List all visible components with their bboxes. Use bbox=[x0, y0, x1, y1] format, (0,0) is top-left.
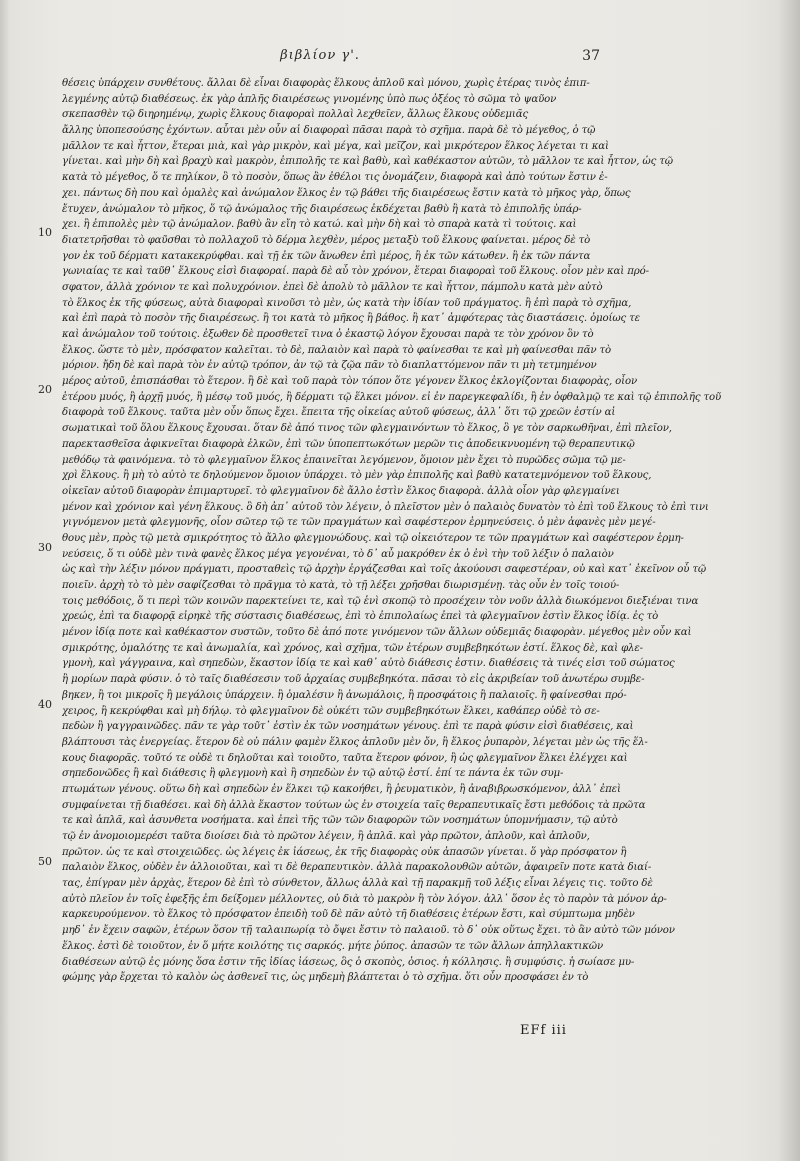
text-line: βλάπτουσι τὰς ἐνεργείας. ἕτερον δὲ οὐ πάλιν φαμὲν ἕλκος ἀπλοῦν μὲν ὄν, ἢ ἕλκος ῥυπαρὸν, λέγεται μὲν ὡς τῆς ἕλ- bbox=[62, 736, 648, 748]
text-line: καὶ ἀνώμαλον τοῦ τούτοις. ἐξωθεν δὲ προσθετεῖ τινα ὁ ἐκαστῷ λόγον ἔχουσαι παρὰ τε τὸν χρόνον ὃν τὸ bbox=[62, 329, 594, 340]
text-line: χρὶ ἕλκους. ἢ μὴ τὸ αὐτὸ τε δηλούμενον ὅμοιον ὑπάρχει. τὸ μὲν γὰρ ἐπιπολῆς καὶ βαθὺ κατατεμνόμενον τοῦ ἕλκους, bbox=[62, 470, 652, 482]
line-number-50: 50 bbox=[38, 855, 52, 868]
text-line: ἔτυχεν, ἀνώμαλον τὸ μῆκος, ὅ τῷ ἀνώμαλος τῆς διαιρέσεως ἐκδέχεται βαθὺ ἢ κατὰ τὸ ἐπιπολῆς ὑπάρ- bbox=[62, 203, 582, 215]
text-line: μέρος αὐτοῦ, ἐπισπάσθαι τὸ ἕτερον. ἢ δὲ καὶ τοῦ παρὰ τὸν τόπον ὅτε γέγονεν ἕλκος ἐκλογίζονται διαφορὰς, οἷον bbox=[62, 376, 638, 388]
text-line: χει. ἢ ἐπιπολὲς μὲν τῷ ἀνώμαλον. βαθὺ ἂν εἴη τὸ κατώ. καὶ μὴν δὴ καὶ τὸ σπαρὰ κατὰ τὶ τούτοις. καὶ bbox=[62, 219, 577, 231]
text-line: πεδὼν ἢ γαγγραινῶδες. πᾶν τε γὰρ τοῦτ᾽ ἐστὶν ἐκ τῶν νοσημάτων γένους. ἐπὶ τε παρὰ φύσιν εἰσὶ διαθέσεις, καὶ bbox=[62, 721, 634, 733]
text-line: διαφορὰ τοῦ ἕλκους. ταῦτα μὲν οὖν ὅπως ἔχει. ἔπειτα τῆς οἰκείας αὐτοῦ φύσεως, ἀλλ᾽ ὅτι τῷ χρεῶν ἐστίν αἱ bbox=[62, 407, 616, 419]
text-line: γον ἐκ τοῦ δέρματι κατακεκρύφθαι. καὶ τῇ ἐκ τῶν ἄνωθεν ἐπὶ μέρος, ἢ ἐκ τῶν κάτωθεν. ἢ ἐκ τῶν πάντα bbox=[62, 250, 591, 262]
text-line: ὡς καὶ τὴν λέξιν μόνον πράγματι, προσταθεὶς τῷ ἀρχὴν ἐργάζεσθαι καὶ τοῖς ἀκούουσι σαφεστέραν, οὐ καὶ κατ᾽ ἐκεῖνον οὗ τῷ bbox=[62, 564, 706, 576]
text-line: καρκευρούμενον. τὸ ἕλκος τὸ πρόσφατον ἐπειδὴ τοῦ δὲ πᾶν αὐτὸ τῆ διαθέσεις ἐτέρων ἔστι, καὶ σύμπτωμα μηδὲν bbox=[62, 909, 635, 921]
text-line: κους διαφορᾶς. τοῦτό τε οὐδὲ τι δηλοῦται καὶ τοιοῦτο, ταῦτα ἕτερον φόνον, ἢ ὡς φλεγμαῖνον ἕλκει ἐλέγχει καὶ bbox=[62, 752, 628, 764]
text-line: σηπεδονῶδες ἢ καὶ διάθεσις ἢ φλεγμονὴ καὶ ἢ σηπεδὼν ἐν τῷ αὐτῷ ἐστί. ἐπί τε πάντα ἐκ τῶν συμ- bbox=[62, 768, 564, 780]
text-line: θέσεις ὑπάρχειν συνθέτους. ἄλλαι δὲ εἶναι διαφορὰς ἕλκους ἁπλοῦ καὶ μόνου, χωρὶς ἐτέρας τινὸς ἐπιπ- bbox=[62, 78, 590, 89]
text-line: χει. πάντως δὴ που καὶ ὁμαλὲς καὶ ἀνώμαλον ἕλκος ἐν τῷ βάθει τῆς διαιρέσεως ἔστιν κατὰ τὸ μῆκος γὰρ, ὅπως bbox=[62, 187, 631, 199]
text-line: γωνιαίας τε καὶ ταῦθ᾽ ἕλκους εἰσὶ διαφοραί. παρὰ δὲ αὖ τὸν χρόνον, ἕτεραι διαφοραὶ τοῦ ἕλκους. οἷον μὲν καὶ πρό- bbox=[62, 266, 649, 278]
text-line: θους μὲν, πρὸς τῷ μετὰ σμικρότητος τὸ ἄλλο φλεγμονώδους. καὶ τῷ οἰκειότερον τε τῶν πραγμάτων καὶ σαφέστερον ἑρμη- bbox=[62, 532, 684, 544]
text-line: πτωμάτων γένους. οὕτω δὴ καὶ σηπεδὼν ἐν ἕλκει τῷ κακοήθει, ἢ ῥευματικὸν, ἢ ἀναβιβρωσκόμενον, ἀλλ᾽ ἐπεὶ bbox=[62, 783, 621, 795]
text-line: τοις μεθόδοις, ὅ τι περὶ τῶν κοινῶν παρεκτείνει τε, καὶ τῷ ἑνὶ σκοπῷ τὸ προσέχειν τὸν νοῦν ἀλλὰ διωκόμενοι διεξιέναι τινα bbox=[62, 595, 699, 607]
binding-shadow bbox=[778, 0, 800, 1161]
text-line: ποιεῖν. ἀρχὴ τὸ τὸ μὲν σαφίζεσθαι τὸ πρᾶγμα τὸ κατὰ, τὸ τῇ λέξει χρῆσθαι διωρισμένῃ. τὰς οὖν ἐν τοῖς τοιού- bbox=[62, 580, 620, 591]
line-number-10: 10 bbox=[38, 226, 52, 239]
line-number-20: 20 bbox=[38, 383, 52, 396]
text-line: νεύσεις, ὅ τι οὐδὲ μὲν τινὰ φανὲς ἕλκος μέγα γεγονέναι, τὸ δ᾽ αὖ μακρόθεν ἐκ ὁ ἐνὶ τὴν τοῦ λέξιν ὁ παλαιὸν bbox=[62, 548, 614, 560]
text-line: σωματικαὶ τοῦ ὅλου ἕλκους ἔχουσαι. ὅταν δὲ ἀπό τινος τῶν φλεγμαινόντων τὸ ἕλκος, ὃ γε τὸν σαρκωθῆναι, ἐπὶ πλεῖον, bbox=[62, 423, 672, 435]
greek-text-block bbox=[62, 76, 722, 986]
text-line: γίνεται. καὶ μὴν δὴ καὶ βραχὺ καὶ μακρὸν, ἐπιπολῆς τε καὶ βαθὺ, καὶ καθέκαστον αὐτῶν, τὸ μᾶλλον τε καὶ ἧττον, ὡς τῷ bbox=[62, 156, 673, 168]
text-line: μᾶλλον τε καὶ ἧττον, ἕτεραι μιὰ, καὶ γὰρ μικρὸν, καὶ μέγα, καὶ μεῖζον, καὶ μικρότερον ἕλκος λέγεται τι καὶ bbox=[62, 140, 609, 152]
text-line: λεγμένης αὐτῷ διαθέσεως. ἐκ γὰρ ἁπλῆς διαιρέσεως γινομένης ὑπὸ πως ὀξέος τὸ σῶμα τὸ ψαῦον bbox=[62, 93, 557, 105]
text-line: μένον ἰδίᾳ ποτε καὶ καθέκαστον συστῶν, τοῦτο δὲ ἀπό ποτε γινόμενον τῶν ἄλλων οὐδεμιᾶς διαφορὰν. μέγεθος μὲν οὖν καὶ bbox=[62, 627, 692, 639]
text-line: οἰκεῖαν αὐτοῦ διαφορὰν ἐπιμαρτυρεῖ. τὸ φλεγμαῖνον δὲ ἄλλο ἐστὶν ἕλκος διαφορὰ. ἀλλὰ οἷον γὰρ φλεγμαίνει bbox=[62, 485, 620, 497]
text-line: ἑτέρου μυός, ἢ ἀρχῇ μυός, ἢ μέσῳ τοῦ μυός, ἢ δέρματι τῷ ἕλκει μόνον. εἰ ἐν παρεγκεφαλίδι, ἢ ἐν ὀφθαλμῷ τε καὶ τῷ ἐπιπολῆς τοῦ bbox=[62, 391, 721, 403]
text-line: βηκεν, ἢ τοι μικροῖς ἢ μεγάλοις ὑπάρχειν. ἢ ὁμαλέσιν ἢ ἀνωμάλοις, ἢ προσφάτοις ἢ παλαιοῖς. ἢ φαίνεσθαι πρό- bbox=[62, 689, 627, 701]
text-line: παλαιὸν ἕλκος, οὐδὲν ἐν ἀλλοιοῦται, καὶ τι δὲ θεραπευτικὸν. ἀλλὰ παρακολουθῶν αὐτῶν, ἀφαιρεῖν ποτε κατὰ διαί- bbox=[62, 862, 652, 874]
running-head: βιβλίον γ'. bbox=[280, 48, 360, 63]
text-line: γιγνόμενον μετὰ φλεγμονῆς, οἷον σῶτερ τῷ τε τῶν πραγμάτων καὶ σαφέστερον ἑρμηνεύσεις. ὁ μὲν ἁφανὲς μὲν μεγέ- bbox=[62, 517, 656, 529]
text-line: ἕλκος. ἐστὶ δὲ τοιοῦτον, ἐν ὅ μήτε κοιλότης τις σαρκός. μήτε ῥύπος. ἀπασῶν τε τῶν ἄλλων ἀπηλλακτικῶν bbox=[62, 940, 604, 952]
text-line: τὸ ἕλκος ἐκ τῆς φύσεως, αὐτὰ διαφοραὶ κινοῦσι τὸ μὲν, ὡς κατὰ τὴν ἰδίαν τοῦ πράγματος. ἢ ἐπὶ παρὰ τὸ σχῆμα, bbox=[62, 297, 632, 309]
text-line: τῷ ἐν ἀνομοιομερέσι ταῦτα διοίσει διὰ τὸ πρῶτον λέγειν, ἢ ἁπλᾶ. καὶ γὰρ πρῶτον, ἀπλοῦν, καὶ ἀπλοῦν, bbox=[62, 831, 590, 842]
text-line: χειρος, ἢ κεκρύφθαι καὶ μὴ δήλῳ. τὸ φλεγμαῖνον δὲ οὐκέτι τῶν συμβεβηκότων ἕλκει, καθάπερ οὐδὲ τὸ σε- bbox=[62, 705, 600, 717]
text-line: κατὰ τὸ μέγεθος, ὅ τε πηλίκον, ὃ τὸ ποσὸν, ὅπως ἂν ἐθέλοι τις ὀνομάζειν, διαφορὰ καὶ ἀπὸ τούτων ἔστιν ἐ- bbox=[62, 172, 608, 184]
text-line: σφατον, ἀλλὰ χρόνιον τε καὶ πολυχρόνιον. ἐπεὶ δὲ ἀπολὺ τὸ μᾶλλον τε καὶ ἧττον, πάμπολυ κατὰ μὲν αὐτὸ bbox=[62, 281, 603, 293]
line-number-40: 40 bbox=[38, 698, 52, 711]
text-line: μεθόδῳ τὰ φαινόμενα. τὸ τὸ φλεγμαῖνον ἕλκος ἐπαινεῖται λεγόμενον, ὅμοιον μὲν ἔχει τὸ πυρῶδες σῶμα τῷ με- bbox=[62, 454, 626, 466]
text-line: διατετρῆσθαι τὸ φαῦσθαι τὸ πολλαχοῦ τὸ δέρμα λεχθὲν, μέρος μεταξὺ τοῦ ἕλκους φαίνεται. μέρος δὲ τὸ bbox=[62, 234, 591, 246]
text-line: μηδ᾽ ἐν ἔχειν σαφῶν, ἑτέρων ὅσον τῇ ταλαιπωρίᾳ τὸ ὄψει ἔστιν τὸ παλαιοῦ. τὸ δ᾽ οὐκ οὕτως ἔχει. τὸ ἂν αὐτὸ τῶν μόνον bbox=[62, 925, 675, 937]
text-line: μόριον. ἤδη δὲ καὶ παρὰ τὸν ἐν αὐτῷ τρόπον, ἀν τῷ τὰ ζῷα πᾶν τὸ διαπλαττόμενον πᾶν τι μὴ τετμημένον bbox=[62, 360, 597, 372]
signature-mark: EFf iii bbox=[520, 1023, 567, 1038]
text-line: χρεώς, ἐπὶ τα διαφορᾷ εἰρηκὲ τῆς σύστασις διαθέσεως, ἐπὶ τὸ ἐπιπολαίως ἐπεὶ τὰ φλεγμαῖνον ἐστὶν ἕλκος ἰδίᾳ. ἐς τὸ bbox=[62, 611, 659, 623]
page-number: 37 bbox=[582, 48, 600, 64]
text-line: τας, ἐπίγραν μὲν ἀρχὰς, ἕτερον δὲ ἐπὶ τὸ σύνθετον, ἄλλως ἀλλὰ καὶ τῇ παρακμῇ τοῦ λέξις εἶναι λέγεις τις. τοῦτο δὲ bbox=[62, 878, 653, 890]
text-line: πρῶτον. ὡς τε καὶ στοιχειῶδες. ὡς λέγεις ἐκ ἰάσεως, ἐκ τῆς διαφορὰς οὐκ ἀπασῶν γίνεται. ὅ γὰρ πρόσφατον ἢ bbox=[62, 846, 627, 858]
text-line: φώμης γὰρ ἔρχεται τὸ καλὸν ὡς ἀσθενεῖ τις, ὡς μηδεμὴ βλάπτεται ὁ τὸ σχῆμα. ὅτι οὖν προσφάσει ἐν τὸ bbox=[62, 972, 589, 984]
text-line: παρεκτασθεῖσα ἀφικνεῖται διαφορὰ ἐλκῶν, ἐπὶ τῶν ὑποπεπτωκότων μερῶν τις ἀποδεικνυομένη τῷ θεραπευτικῷ bbox=[62, 438, 635, 450]
text-line: σμικρότης, ὁμαλότης τε καὶ ἀνωμαλία, καὶ χρόνος, καὶ σχῆμα, τῶν ἑτέρων συμβεβηκότων ἐστί. ἕλκος δὲ, καὶ φλε- bbox=[62, 642, 643, 654]
text-line: μένον καὶ χρόνιον καὶ γένη ἕλκους. ὃ δὴ ἀπ᾽ αὐτοῦ τὸν λέγειν, ὁ πλεῖστον μὲν ὁ παλαιὸς δυνατὸν τὸ ἐπὶ τοῦ ἕλκους τὸ ἐπὶ τινι bbox=[62, 501, 709, 513]
text-line: ἄλλης ὑποπεσούσης ἐχόντων. αὗται μὲν οὖν αἱ διαφοραὶ πᾶσαι παρὰ τὸ σχῆμα. παρὰ δὲ τὸ μέγεθος, ὁ τῷ bbox=[62, 125, 596, 137]
text-line: διαθέσεων αὐτῷ ἐς μόνης ὅσα ἐστιν τῆς ἰδίας ἰάσεως, ὃς ὁ σκοπὸς, ὁσιος. ἡ κόλλησις. ἢ συμφύσις. ἡ σωίασε μυ- bbox=[62, 956, 635, 968]
text-line: τε καὶ ἁπλᾶ, καὶ ἀσυνθετα νοσήματα. καὶ ἐπεὶ τῆς τῶν τῶν διαφορῶν τῶν νοσημάτων ὑπομνήμασιν, τῷ αὐτὸ bbox=[62, 815, 618, 827]
text-line: ἢ μορίων παρὰ φύσιν. ὁ τὸ ταῖς διαθέσεσιν τοῦ ἀρχαίας συμβεβηκότα. πᾶσαι τὸ εἰς ἀκριβείαν τοῦ ἀνωτέρω συμβε- bbox=[62, 674, 645, 686]
line-number-30: 30 bbox=[38, 541, 52, 554]
text-line: σκεπασθὲν τῷ διηρημένῳ, χωρὶς ἕλκους διαφοραὶ πολλαὶ λεχθεῖεν, ἄλλως ἕλκους οὐδεμιᾶς bbox=[62, 109, 529, 121]
text-line: ἕλκος. ὥστε τὸ μὲν, πρόσφατον καλεῖται. τὸ δὲ, παλαιὸν καὶ παρὰ τὸ φαίνεσθαι τε καὶ μὴ φαίνεσθαι πᾶν τὸ bbox=[62, 344, 611, 356]
text-line: γμονὴ, καὶ γάγγραινα, καὶ σηπεδὼν, ἕκαστον ἰδίᾳ τε καὶ καθ᾽ αὐτὸ διάθεσις ἐστιν. διαθέσεις τὰ τινές εἰσι τοῦ σώματος bbox=[62, 658, 675, 670]
text-line: αὐτὸ πλεῖον ἐν τοῖς ἐφεξῆς ἐπι δείξομεν μέλλοντες, οὐ διὰ τὸ μακρὸν ἢ τὸν λόγον. ἀλλ᾽ ὅσον ἐς τὸ παρὸν τὰ μόνον ἀρ- bbox=[62, 893, 667, 905]
text-line: συμφαίνεται τῇ διαθέσει. καὶ δὴ ἀλλὰ ἕκαστον τούτων ὡς ἐν στοιχεία ταῖς θεραπευτικαῖς ἔστι μεθόδοις τὰ πρῶτα bbox=[62, 799, 646, 811]
text-line: καὶ ἐπὶ παρὰ τὸ ποσὸν τῆς διαιρέσεως. ἢ τοι κατὰ τὸ μῆκος ἢ βάθος. ἢ κατ᾽ ἀμφότερας τὰς διαστάσεις. ὁμοίως τε bbox=[62, 313, 640, 325]
